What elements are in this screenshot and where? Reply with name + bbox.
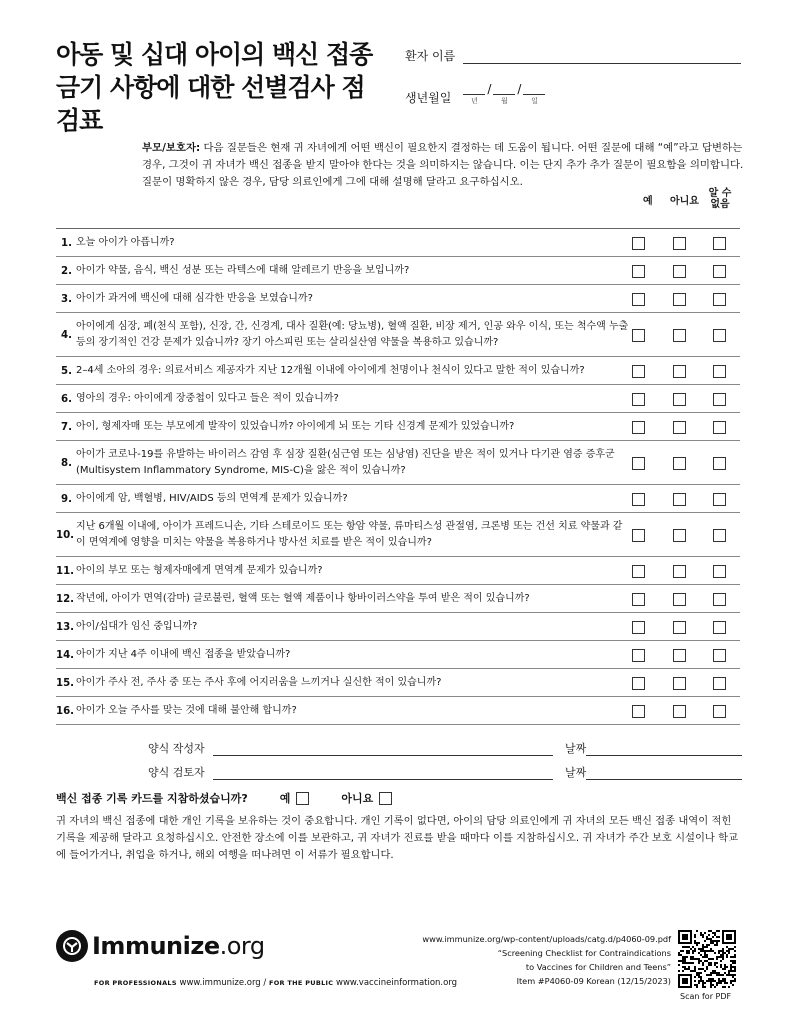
answer-unknown-checkbox[interactable] (713, 457, 726, 470)
answer-no-checkbox[interactable] (673, 529, 686, 542)
question-row (56, 613, 740, 641)
question-number: 4. (61, 329, 72, 341)
dob-month-unit: 월 (501, 97, 508, 105)
question-number: 5. (61, 365, 72, 377)
question-row (56, 285, 740, 313)
question-number: 10. (56, 529, 75, 541)
question-row (56, 413, 740, 441)
dob-month-field[interactable] (493, 81, 515, 95)
answer-no-checkbox[interactable] (673, 621, 686, 634)
answer-unknown-checkbox[interactable] (713, 329, 726, 342)
question-number: 11. (56, 565, 75, 577)
answer-no-checkbox[interactable] (673, 265, 686, 278)
citation-block (371, 932, 671, 988)
question-text: 오늘 아이가 아픕니까? (76, 237, 175, 248)
patient-name-field[interactable] (463, 50, 741, 64)
record-card-question-text: 백신 접종 기록 카드를 지참하셨습니까? (56, 792, 248, 805)
answer-yes-checkbox[interactable] (632, 293, 645, 306)
reviewed-date-field[interactable] (586, 767, 742, 780)
answer-no-checkbox[interactable] (673, 565, 686, 578)
answer-no-checkbox[interactable] (673, 393, 686, 406)
logo-name: Immunize (92, 932, 220, 960)
answer-unknown-checkbox[interactable] (713, 649, 726, 662)
qr-code-icon[interactable] (678, 930, 736, 988)
answer-yes-checkbox[interactable] (632, 565, 645, 578)
question-number: 15. (56, 677, 75, 689)
answer-yes-checkbox[interactable] (632, 365, 645, 378)
dob-day-unit: 일 (531, 97, 538, 105)
question-text: 아이의 부모 또는 형제자매에게 면역계 문제가 있습니까? (76, 565, 323, 576)
answer-no-checkbox[interactable] (673, 705, 686, 718)
question-row (56, 485, 740, 513)
dob-separator: / (487, 82, 492, 96)
answer-unknown-checkbox[interactable] (713, 705, 726, 718)
answer-unknown-checkbox[interactable] (713, 677, 726, 690)
answer-no-checkbox[interactable] (673, 237, 686, 250)
question-row (56, 585, 740, 613)
question-number: 16. (56, 705, 75, 717)
card-yes-label: 예 (279, 792, 291, 805)
question-number: 6. (61, 393, 72, 405)
question-text: 아이가 주사 전, 주사 중 또는 주사 후에 어지러움을 느끼거나 실신한 적이 있습니까? (76, 677, 442, 688)
answer-unknown-checkbox[interactable] (713, 265, 726, 278)
answer-unknown-checkbox[interactable] (713, 565, 726, 578)
answer-unknown-checkbox[interactable] (713, 293, 726, 306)
question-row (56, 669, 740, 697)
question-row (56, 697, 740, 725)
col-header-unknown (705, 188, 735, 210)
question-text: 아이가 코로나-19를 유발하는 바이러스 감염 후 심장 질환(심근염 또는 심낭염) 진단을 받은 적이 있거나 다기관 염증 증후군(Multisystem Inflammatory Syndrome, MIS-C)을 앓은 적이 있습니까? (76, 449, 615, 476)
question-text: 아이에게 암, 백혈병, HIV/AIDS 등의 면역계 문제가 있습니까? (76, 493, 348, 504)
question-number: 3. (61, 293, 72, 305)
completed-date-field[interactable] (586, 743, 742, 756)
answer-no-checkbox[interactable] (673, 593, 686, 606)
record-note: 귀 자녀의 백신 접종에 대한 개인 기록을 보유하는 것이 중요합니다. 개인 기록이 없다면, 아이의 담당 의료인에게 귀 자녀의 모든 백신 접종 내역이 적힌 기록을 제공해 달라고 요청하십시오. 안전한 장소에 이를 보관하고, 귀 자녀가 진료를 받을 때마다 이를 지참하십시오. 귀 자녀가 주간 보호 시설이나 학교에 들어가거나, 취업을 하거나, 해외 여행을 떠나려면 이 서류가 필요합니다. (56, 815, 739, 861)
questions-table (56, 228, 740, 725)
answer-yes-checkbox[interactable] (632, 621, 645, 634)
citation-title-2: to Vaccines for Children and Teens” (525, 962, 671, 972)
answer-yes-checkbox[interactable] (632, 421, 645, 434)
question-text: 아이가 약물, 음식, 백신 성분 또는 라텍스에 대해 알레르기 반응을 보입니까? (76, 265, 410, 276)
citation-item: Item #P4060-09 Korean (12/15/2023) (516, 976, 671, 986)
question-text: 아이가 오늘 주사를 맞는 것에 대해 불안해 합니까? (76, 705, 297, 716)
answer-yes-checkbox[interactable] (632, 649, 645, 662)
card-no-checkbox[interactable] (379, 792, 392, 805)
question-text: 영아의 경우: 아이에게 장중첩이 있다고 들은 적이 있습니까? (76, 393, 339, 404)
question-number: 13. (56, 621, 75, 633)
answer-yes-checkbox[interactable] (632, 237, 645, 250)
col-header-yes: 예 (643, 196, 653, 207)
answer-unknown-checkbox[interactable] (713, 529, 726, 542)
footer-public-link[interactable]: www.vaccineinformation.org (336, 978, 458, 988)
question-text: 아이가 지난 4주 이내에 백신 접종을 받았습니까? (76, 649, 291, 660)
question-number: 7. (61, 421, 72, 433)
card-yes-checkbox[interactable] (296, 792, 309, 805)
answer-no-checkbox[interactable] (673, 493, 686, 506)
dob-year-unit: 년 (470, 97, 478, 105)
question-row (56, 257, 740, 285)
answer-no-checkbox[interactable] (673, 329, 686, 342)
answer-unknown-checkbox[interactable] (713, 237, 726, 250)
question-number: 9. (61, 493, 72, 505)
question-row (56, 385, 740, 413)
answer-unknown-checkbox[interactable] (713, 593, 726, 606)
question-row (56, 357, 740, 385)
dob-label: 생년월일 (405, 91, 452, 105)
footer-pro-tag: FOR PROFESSIONALS (94, 979, 177, 987)
answer-yes-checkbox[interactable] (632, 493, 645, 506)
question-text: 아이/십대가 임신 중입니까? (76, 621, 198, 632)
question-text: 2–4세 소아의 경우: 의료서비스 제공자가 지난 12개월 이내에 아이에게 천명이나 천식이 있다고 말한 적이 있습니까? (76, 365, 585, 376)
intro-lead: 부모/보호자: (142, 142, 201, 154)
question-row (56, 229, 740, 257)
question-text: 아이가 과거에 백신에 대해 심각한 반응을 보였습니까? (76, 293, 313, 304)
completed-date-label: 날짜 (565, 742, 587, 755)
citation-title-1: “Screening Checklist for Contraindications (497, 948, 671, 958)
footer-separator: / (263, 978, 267, 988)
question-text: 작년에, 아이가 면역(감마) 글로불린, 혈액 또는 혈액 제품이나 항바이러스약을 투여 받은 적이 있습니까? (76, 593, 530, 604)
answer-no-checkbox[interactable] (673, 365, 686, 378)
answer-yes-checkbox[interactable] (632, 265, 645, 278)
immunize-logo-icon (56, 930, 88, 962)
completed-by-label: 양식 작성자 (148, 742, 205, 755)
signature-block (148, 732, 742, 780)
patient-name-label: 환자 이름 (405, 49, 456, 63)
record-card-question (56, 790, 392, 806)
page-title: 아동 및 십대 아이의 백신 접종 금기 사항에 대한 선별검사 점검표 (56, 40, 373, 135)
answer-unknown-checkbox[interactable] (713, 393, 726, 406)
dob-separator: / (517, 82, 522, 96)
reviewed-by-field[interactable] (213, 767, 553, 780)
reviewed-date-label: 날짜 (565, 766, 587, 779)
dob-year-field[interactable] (463, 81, 485, 95)
answer-yes-checkbox[interactable] (632, 329, 645, 342)
question-text: 아이, 형제자매 또는 부모에게 발작이 있었습니까? 아이에게 뇌 또는 기타 신경계 문제가 있었습니까? (76, 421, 515, 432)
dob-day-field[interactable] (523, 81, 545, 95)
answer-unknown-checkbox[interactable] (713, 621, 726, 634)
question-number: 1. (61, 237, 72, 249)
question-number: 8. (61, 457, 72, 469)
question-row (56, 557, 740, 585)
answer-unknown-checkbox[interactable] (713, 421, 726, 434)
question-row (56, 441, 740, 485)
citation-url[interactable]: www.immunize.org/wp-content/uploads/catg.d/p4060-09.pdf (422, 934, 671, 944)
intro-paragraph (142, 140, 754, 191)
question-number: 14. (56, 649, 75, 661)
question-row (56, 513, 740, 557)
answer-yes-checkbox[interactable] (632, 593, 645, 606)
completed-by-field[interactable] (213, 743, 553, 756)
reviewed-by-label: 양식 검토자 (148, 766, 205, 779)
answer-yes-checkbox[interactable] (632, 393, 645, 406)
question-row (56, 313, 740, 357)
patient-info (405, 42, 741, 106)
answer-no-checkbox[interactable] (673, 293, 686, 306)
col-header-unknown-line1: 알 수 (708, 188, 732, 199)
qr-caption: Scan for PDF (680, 992, 732, 1001)
answer-no-checkbox[interactable] (673, 457, 686, 470)
answer-no-checkbox[interactable] (673, 677, 686, 690)
question-text: 지난 6개월 이내에, 아이가 프레드니손, 기타 스테로이드 또는 항암 약물, 류마티스성 관절염, 크론병 또는 건선 치료 약물과 같이 면역계에 영향을 미치는 약물을 복용하거나 방사선 치료를 받은 적이 있습니까? (76, 521, 623, 548)
answer-yes-checkbox[interactable] (632, 705, 645, 718)
footer-public-tag: FOR THE PUBLIC (268, 979, 334, 987)
question-row (56, 641, 740, 669)
answer-yes-checkbox[interactable] (632, 457, 645, 470)
col-header-no: 아니요 (670, 196, 699, 207)
intro-text: 다음 질문들은 현재 귀 자녀에게 어떤 백신이 필요한지 결정하는 데 도움이 됩니다. 어떤 질문에 대해 “예”라고 답변하는 경우, 그것이 귀 자녀가 백신 접종을 받지 말아야 한다는 것을 의미하지는 않습니다. 이는 단지 추가 추가 질문이 필요함을 의미합니다. 질문이 명확하지 않은 경우, 담당 의료인에게 그에 대해 설명해 달라고 요구하십시오. (142, 142, 744, 188)
footer-pro-link[interactable]: www.immunize.org (179, 978, 261, 988)
col-header-unknown-line2: 없음 (710, 199, 730, 210)
logo-suffix: .org (219, 932, 265, 960)
answer-unknown-checkbox[interactable] (713, 493, 726, 506)
card-no-label: 아니요 (341, 792, 374, 805)
question-number: 12. (56, 593, 75, 605)
answer-no-checkbox[interactable] (673, 421, 686, 434)
question-number: 2. (61, 265, 72, 277)
answer-no-checkbox[interactable] (673, 649, 686, 662)
answer-unknown-checkbox[interactable] (713, 365, 726, 378)
question-text: 아이에게 심장, 폐(천식 포함), 신장, 간, 신경계, 대사 질환(예: 당뇨병), 혈액 질환, 비장 제거, 인공 와우 이식, 또는 척수액 누출 등의 장기적인 건강 문제가 있습니까? 장기 아스피린 또는 살리실산염 약물을 복용하고 있습니까? (76, 321, 629, 348)
immunize-logo (56, 930, 265, 962)
answer-yes-checkbox[interactable] (632, 529, 645, 542)
answer-yes-checkbox[interactable] (632, 677, 645, 690)
